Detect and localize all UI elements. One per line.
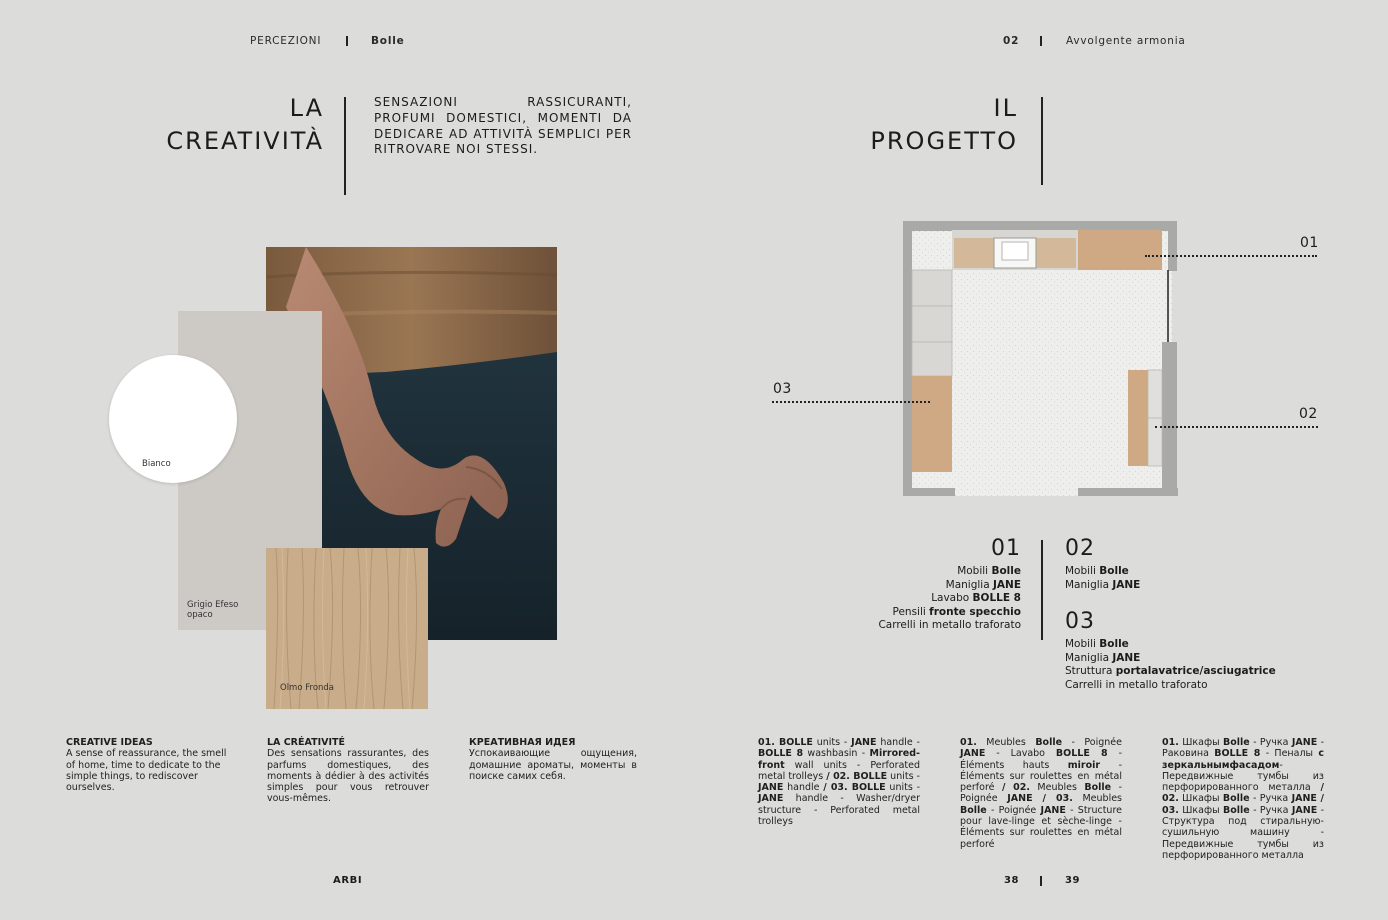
caption-french-body: Des sensations rassurantes, des parfums domestiques, des moments à dédier à des activités simples pour vous retrouver vous-mêmes. xyxy=(267,748,429,805)
caption-segment: 01. xyxy=(1162,737,1179,748)
spec-02-list xyxy=(1065,565,1140,592)
caption-segment: units - xyxy=(885,782,920,794)
caption-segment: washbasin - xyxy=(803,748,870,760)
caption-segment: Bolle xyxy=(1035,737,1063,748)
left-title-line1: LA xyxy=(289,94,324,122)
floor-plan xyxy=(900,218,1180,500)
spec-01-list xyxy=(878,565,1021,633)
caption-segment: Bolle xyxy=(1222,793,1250,805)
caption-segment: Bolle xyxy=(1222,804,1250,816)
spec-01-line: Carrelli in metallo traforato xyxy=(878,619,1021,632)
caption-segment: - Ручка xyxy=(1249,737,1292,748)
plan-label-03: 03 xyxy=(773,381,792,397)
caption-english xyxy=(66,737,230,793)
spec-03-line: Carrelli in metallo traforato xyxy=(1065,678,1208,691)
caption-segment: units - xyxy=(887,770,920,782)
caption-segment: - Ручка xyxy=(1249,793,1292,805)
caption-segment: -Передвижные тумбы из перфорированного металла xyxy=(1162,759,1324,794)
caption-segment: BOLLE 8 xyxy=(1214,748,1261,760)
caption-segment: / 02. xyxy=(1162,782,1324,805)
title-divider xyxy=(344,97,346,195)
caption-segment: JANE xyxy=(1040,804,1066,816)
caption-segment: Шкафы xyxy=(1178,737,1223,748)
caption-segment: wall units - Perforated metal trolleys xyxy=(758,759,920,782)
caption-segment: - Lavabo xyxy=(985,748,1056,760)
spec-01-line: Lavabo BOLLE 8 xyxy=(931,592,1021,605)
callout-line-02 xyxy=(1155,426,1318,428)
caption-segment: Meubles xyxy=(1029,782,1085,794)
brand-footer: ARBI xyxy=(333,875,363,886)
spec-03-list xyxy=(1065,638,1276,692)
caption-segment: Bolle xyxy=(960,804,987,816)
page-number-right: 39 xyxy=(1065,875,1081,886)
caption-french xyxy=(267,737,429,805)
caption-russian-body: Успокаивающие ощущения, домашние ароматы, моменты в поиске самих себя. xyxy=(469,748,637,782)
caption-segment: JANE / 03. xyxy=(1162,793,1325,816)
caption-segment: Meubles xyxy=(1072,793,1123,805)
caption-segment: - Structure pour lave-linge et sèche-linge - Éléments sur roulettes en métal perforé xyxy=(960,804,1122,850)
caption-segment: - Poignée xyxy=(960,782,1122,805)
caption-segment: - Структура под стиральную-сушильную машину - Передвижные тумбы из перфорированного металла xyxy=(1162,804,1325,861)
caption-segment: JANE xyxy=(1291,737,1318,748)
caption-segment: с зеркальнымфасадом xyxy=(1162,748,1324,771)
spec-02-line: Maniglia JANE xyxy=(1065,578,1141,591)
plan-label-02: 02 xyxy=(1299,406,1318,422)
intro-text: SENSAZIONI RASSICURANTI, PROFUMI DOMESTICI, MOMENTI DA DEDICARE AD ATTIVITÀ SEMPLICI PER RITROVARE NOI STESSI. xyxy=(374,95,632,157)
caption-segment: Bolle xyxy=(1222,737,1250,748)
right-title-divider xyxy=(1041,97,1043,185)
spec-01-line: Maniglia JANE xyxy=(945,578,1021,591)
spec-02-line: Mobili Bolle xyxy=(1065,565,1129,577)
spec-01-line: Mobili Bolle xyxy=(957,565,1021,577)
caption-segment: units - xyxy=(812,737,852,748)
caption-segment: Bolle xyxy=(1084,782,1112,794)
caption-segment: / 02. xyxy=(1001,782,1030,794)
caption-segment: / 02. BOLLE xyxy=(826,770,888,782)
caption-segment: Mirrored-front xyxy=(758,748,920,771)
right-title-line2: PROGETTO xyxy=(870,127,1018,155)
spec-01 xyxy=(878,536,1021,633)
caption-segment: JANE xyxy=(851,737,877,748)
caption-russian-specs xyxy=(1162,737,1324,861)
caption-french-title: LA CRÉATIVITÉ xyxy=(267,737,345,748)
callout-line-03 xyxy=(772,401,930,403)
spec-03 xyxy=(1065,609,1276,692)
caption-segment: 01. BOLLE xyxy=(758,737,813,748)
caption-segment: Шкафы xyxy=(1178,804,1223,816)
left-title xyxy=(166,92,324,158)
subsection-label: Bolle xyxy=(371,35,405,47)
floor-plan-graphic xyxy=(900,218,1180,500)
spec-02 xyxy=(1065,536,1140,592)
caption-english-title: CREATIVE IDEAS xyxy=(66,737,153,748)
white-swatch xyxy=(109,355,237,483)
page-number-left: 38 xyxy=(1004,875,1020,886)
caption-segment: handle - Washer/dryer structure - Perforated metal trolleys xyxy=(758,793,920,828)
caption-segment: JANE xyxy=(758,793,784,805)
caption-segment: - Éléments sur roulettes en métal perforé xyxy=(960,759,1122,794)
chapter-subtitle: Avvolgente armonia xyxy=(1066,35,1186,47)
caption-english-body: A sense of reassurance, the smell of home, time to dedicate to the simple things, to rediscover ourselves. xyxy=(66,748,227,794)
plan-label-01: 01 xyxy=(1300,235,1319,251)
caption-russian xyxy=(469,737,637,782)
caption-segment: Шкафы xyxy=(1178,793,1223,805)
right-title xyxy=(870,92,1018,158)
caption-segment: - Éléments hauts xyxy=(960,748,1123,771)
left-title-line2: CREATIVITÀ xyxy=(166,127,324,155)
caption-segment: miroir xyxy=(1067,759,1101,771)
grey-swatch-label-line2: opaco xyxy=(187,610,213,620)
caption-segment: - Poignée xyxy=(986,804,1041,816)
caption-french-specs xyxy=(960,737,1122,850)
caption-segment: handle xyxy=(783,782,824,794)
caption-segment: - Пеналы xyxy=(1260,748,1319,760)
caption-segment: / 03. BOLLE xyxy=(823,782,886,794)
page-number-divider xyxy=(1040,876,1042,886)
spec-divider xyxy=(1041,540,1043,640)
caption-segment: - Раковина xyxy=(1162,737,1325,760)
header-divider xyxy=(346,36,348,46)
caption-segment: JANE xyxy=(960,748,986,760)
right-title-line1: IL xyxy=(993,94,1018,122)
grey-swatch-label-line1: Grigio Efeso xyxy=(187,600,239,610)
caption-russian-title: КРЕАТИВНАЯ ИДЕЯ xyxy=(469,737,576,748)
caption-segment: - Ручка xyxy=(1249,804,1292,816)
caption-segment: - Poignée xyxy=(1062,737,1122,748)
caption-segment: JANE xyxy=(758,782,784,794)
caption-segment: BOLLE 8 xyxy=(1055,748,1108,760)
caption-segment: 01. xyxy=(960,737,977,748)
grey-swatch-label xyxy=(187,600,238,620)
spec-03-line: Struttura portalavatrice/asciugatrice xyxy=(1065,665,1276,678)
spec-02-number: 02 xyxy=(1065,536,1095,561)
section-label: PERCEZIONI xyxy=(250,35,322,47)
spec-03-line: Maniglia JANE xyxy=(1065,651,1141,664)
caption-segment: Meubles xyxy=(976,737,1036,748)
caption-segment: JANE / 03. xyxy=(1007,793,1073,805)
caption-segment: BOLLE 8 xyxy=(758,748,804,760)
spec-03-line: Mobili Bolle xyxy=(1065,638,1129,650)
caption-english-specs xyxy=(758,737,920,827)
wood-swatch-label: Olmo Fronda xyxy=(280,683,335,693)
white-swatch-label: Bianco xyxy=(142,459,171,469)
header-divider-right xyxy=(1040,36,1042,46)
caption-segment: handle - xyxy=(876,737,920,748)
caption-segment: JANE xyxy=(1291,804,1318,816)
chapter-number: 02 xyxy=(1003,35,1020,47)
spec-01-number: 01 xyxy=(991,536,1021,561)
spec-03-number: 03 xyxy=(1065,609,1095,634)
callout-line-01 xyxy=(1145,255,1317,257)
spec-01-line: Pensili fronte specchio xyxy=(892,605,1021,618)
